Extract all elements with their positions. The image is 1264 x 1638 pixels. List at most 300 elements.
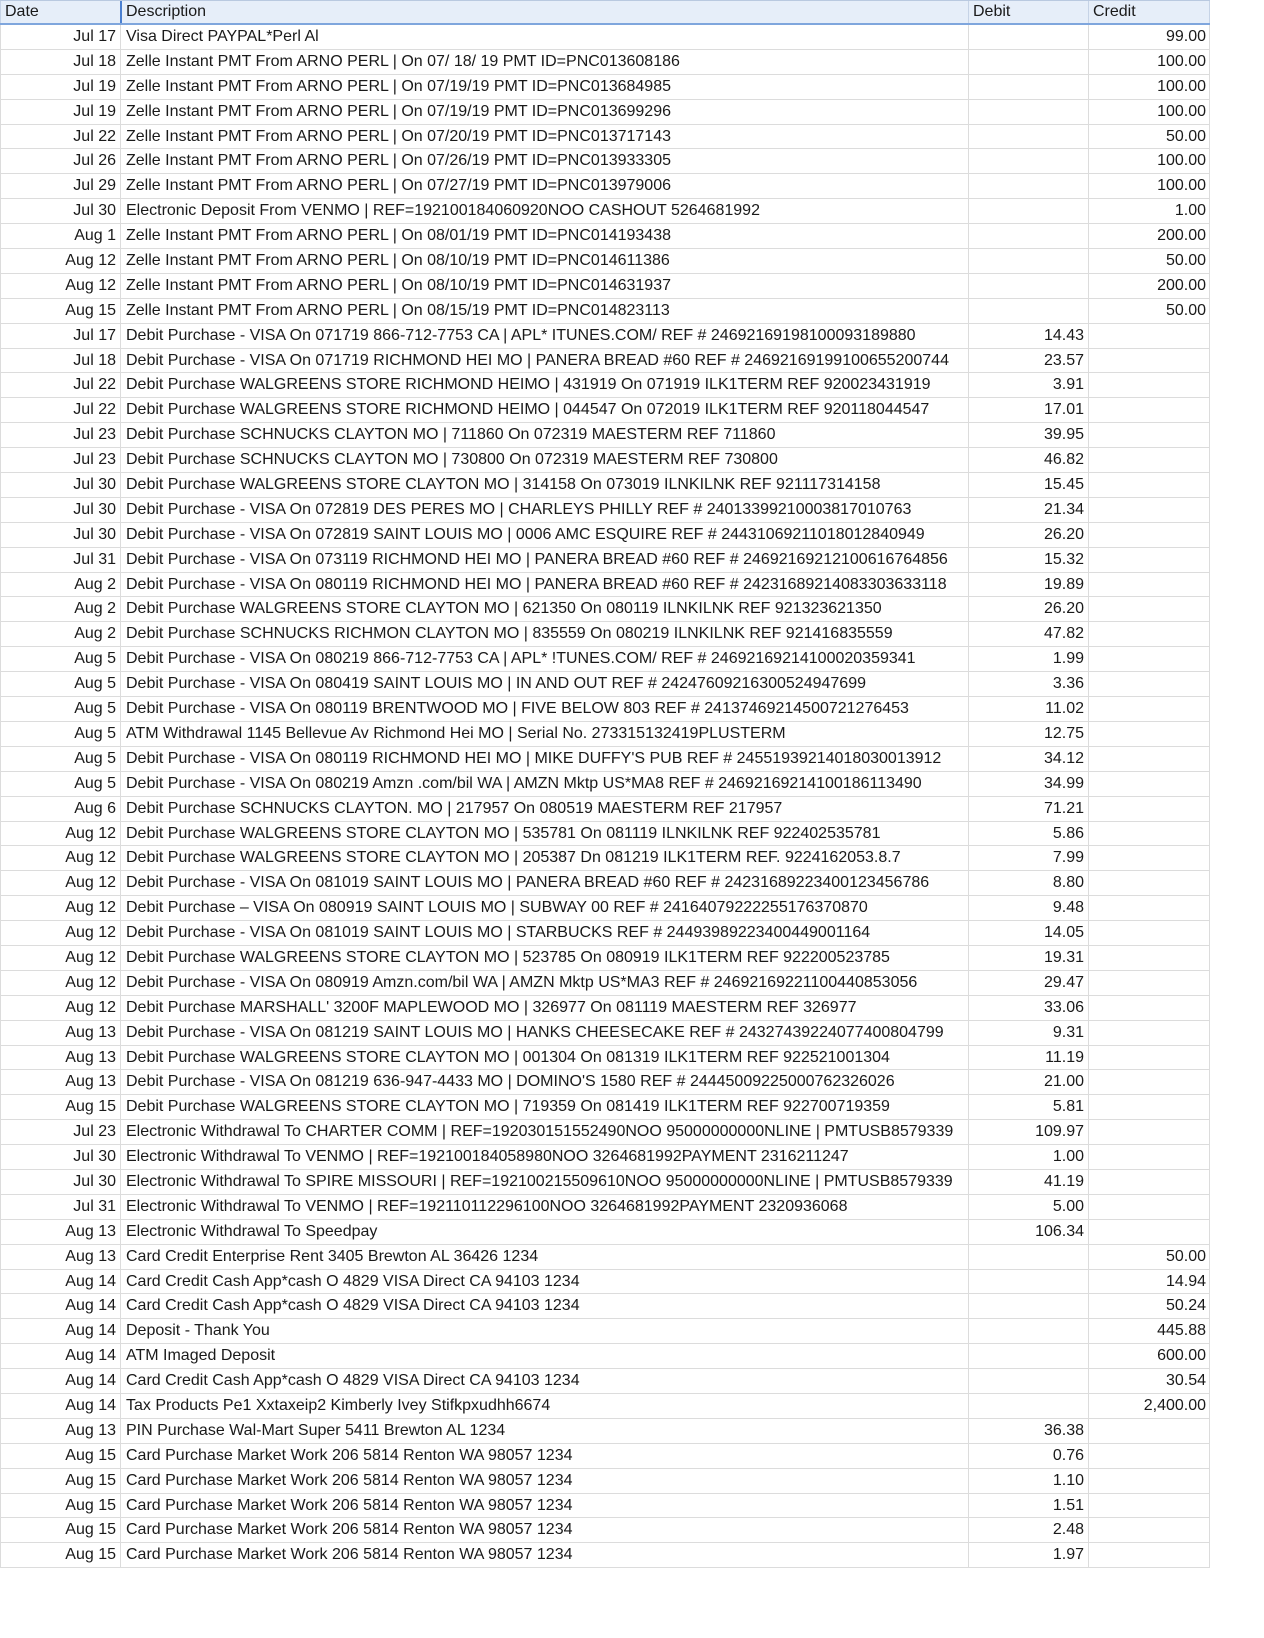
date-cell[interactable]: Jul 19 <box>0 100 120 124</box>
credit-cell[interactable] <box>1088 1021 1210 1045</box>
description-cell[interactable]: Card Purchase Market Work 206 5814 Renton WA 98057 1234 <box>120 1444 968 1468</box>
description-cell[interactable]: ATM Withdrawal 1145 Bellevue Av Richmond Hei MO | Serial No. 273315132419PLUSTERM <box>120 722 968 746</box>
debit-cell[interactable]: 12.75 <box>968 722 1088 746</box>
debit-cell[interactable] <box>968 1270 1088 1294</box>
debit-cell[interactable]: 5.00 <box>968 1195 1088 1219</box>
date-cell[interactable]: Jul 22 <box>0 125 120 149</box>
description-cell[interactable]: Card Credit Enterprise Rent 3405 Brewton AL 36426 1234 <box>120 1245 968 1269</box>
table-row[interactable] <box>0 1021 1210 1046</box>
table-row[interactable] <box>0 1120 1210 1145</box>
table-row[interactable] <box>0 1245 1210 1270</box>
debit-cell[interactable]: 34.99 <box>968 772 1088 796</box>
date-cell[interactable]: Aug 14 <box>0 1344 120 1368</box>
table-row[interactable] <box>0 398 1210 423</box>
table-row[interactable] <box>0 1543 1210 1568</box>
table-row[interactable] <box>0 622 1210 647</box>
debit-cell[interactable]: 0.76 <box>968 1444 1088 1468</box>
date-cell[interactable]: Jul 26 <box>0 149 120 173</box>
description-cell[interactable]: Debit Purchase WALGREENS STORE CLAYTON MO | 523785 On 080919 ILK1TERM REF 922200523785 <box>120 946 968 970</box>
date-cell[interactable]: Jul 23 <box>0 1120 120 1144</box>
credit-cell[interactable]: 100.00 <box>1088 149 1210 173</box>
table-row[interactable] <box>0 896 1210 921</box>
date-cell[interactable]: Aug 12 <box>0 822 120 846</box>
credit-cell[interactable] <box>1088 622 1210 646</box>
credit-cell[interactable] <box>1088 672 1210 696</box>
credit-cell[interactable] <box>1088 423 1210 447</box>
description-cell[interactable]: Debit Purchase - VISA On 080119 RICHMOND HEI MO | MIKE DUFFY'S PUB REF # 24551939214018030013912 <box>120 747 968 771</box>
debit-cell[interactable]: 46.82 <box>968 448 1088 472</box>
table-row[interactable] <box>0 672 1210 697</box>
table-row[interactable] <box>0 1270 1210 1295</box>
debit-cell[interactable]: 14.05 <box>968 921 1088 945</box>
date-cell[interactable]: Aug 6 <box>0 797 120 821</box>
table-row[interactable] <box>0 373 1210 398</box>
debit-cell[interactable]: 39.95 <box>968 423 1088 447</box>
debit-cell[interactable]: 21.34 <box>968 498 1088 522</box>
date-cell[interactable]: Jul 18 <box>0 349 120 373</box>
credit-cell[interactable] <box>1088 448 1210 472</box>
credit-cell[interactable]: 200.00 <box>1088 224 1210 248</box>
table-row[interactable] <box>0 473 1210 498</box>
table-row[interactable] <box>0 573 1210 598</box>
credit-cell[interactable]: 50.00 <box>1088 249 1210 273</box>
date-cell[interactable]: Aug 5 <box>0 697 120 721</box>
date-cell[interactable]: Aug 15 <box>0 1518 120 1542</box>
debit-cell[interactable]: 41.19 <box>968 1170 1088 1194</box>
description-cell[interactable]: Debit Purchase WALGREENS STORE CLAYTON MO | 314158 On 073019 ILNKILNK REF 921117314158 <box>120 473 968 497</box>
description-cell[interactable]: Debit Purchase - VISA On 080219 Amzn .com/bil WA | AMZN Mktp US*MA8 REF # 24692169214100186113490 <box>120 772 968 796</box>
table-row[interactable] <box>0 100 1210 125</box>
credit-cell[interactable] <box>1088 697 1210 721</box>
debit-cell[interactable]: 34.12 <box>968 747 1088 771</box>
debit-cell[interactable]: 11.19 <box>968 1046 1088 1070</box>
debit-cell[interactable] <box>968 1245 1088 1269</box>
credit-cell[interactable]: 14.94 <box>1088 1270 1210 1294</box>
date-cell[interactable]: Jul 23 <box>0 448 120 472</box>
debit-cell[interactable] <box>968 149 1088 173</box>
credit-cell[interactable] <box>1088 996 1210 1020</box>
date-cell[interactable]: Jul 22 <box>0 398 120 422</box>
table-row[interactable] <box>0 1419 1210 1444</box>
debit-cell[interactable] <box>968 224 1088 248</box>
description-cell[interactable]: Debit Purchase SCHNUCKS CLAYTON MO | 730800 On 072319 MAESTERM REF 730800 <box>120 448 968 472</box>
date-cell[interactable]: Aug 12 <box>0 249 120 273</box>
date-cell[interactable]: Aug 15 <box>0 299 120 323</box>
date-cell[interactable]: Aug 14 <box>0 1294 120 1318</box>
date-cell[interactable]: Jul 31 <box>0 548 120 572</box>
credit-cell[interactable] <box>1088 946 1210 970</box>
date-cell[interactable]: Aug 12 <box>0 996 120 1020</box>
credit-cell[interactable] <box>1088 1469 1210 1493</box>
description-cell[interactable]: Electronic Withdrawal To CHARTER COMM | REF=192030151552490NOO 95000000000NLINE | PMTUSB8579339 <box>120 1120 968 1144</box>
description-cell[interactable]: Zelle Instant PMT From ARNO PERL | On 07/ 18/ 19 PMT ID=PNC013608186 <box>120 50 968 74</box>
description-cell[interactable]: Electronic Withdrawal To VENMO | REF=192110112296100NOO 3264681992PAYMENT 2320936068 <box>120 1195 968 1219</box>
debit-cell[interactable]: 1.10 <box>968 1469 1088 1493</box>
table-row[interactable] <box>0 846 1210 871</box>
debit-cell[interactable]: 1.51 <box>968 1494 1088 1518</box>
debit-cell[interactable] <box>968 125 1088 149</box>
debit-cell[interactable]: 19.31 <box>968 946 1088 970</box>
table-row[interactable] <box>0 274 1210 299</box>
credit-cell[interactable]: 1.00 <box>1088 199 1210 223</box>
credit-cell[interactable] <box>1088 1543 1210 1567</box>
table-row[interactable] <box>0 822 1210 847</box>
credit-cell[interactable] <box>1088 1444 1210 1468</box>
table-row[interactable] <box>0 946 1210 971</box>
debit-cell[interactable] <box>968 249 1088 273</box>
debit-cell[interactable]: 9.48 <box>968 896 1088 920</box>
description-cell[interactable]: PIN Purchase Wal-Mart Super 5411 Brewton AL 1234 <box>120 1419 968 1443</box>
date-cell[interactable]: Aug 5 <box>0 722 120 746</box>
debit-cell[interactable]: 9.31 <box>968 1021 1088 1045</box>
description-cell[interactable]: Card Purchase Market Work 206 5814 Renton WA 98057 1234 <box>120 1518 968 1542</box>
credit-cell[interactable] <box>1088 822 1210 846</box>
date-cell[interactable]: Aug 12 <box>0 846 120 870</box>
description-cell[interactable]: Debit Purchase - VISA On 080119 BRENTWOOD MO | FIVE BELOW 803 REF # 24137469214500721276453 <box>120 697 968 721</box>
table-row[interactable] <box>0 996 1210 1021</box>
table-row[interactable] <box>0 1369 1210 1394</box>
table-row[interactable] <box>0 1170 1210 1195</box>
table-row[interactable] <box>0 174 1210 199</box>
date-cell[interactable]: Jul 29 <box>0 174 120 198</box>
table-row[interactable] <box>0 971 1210 996</box>
date-cell[interactable]: Aug 13 <box>0 1070 120 1094</box>
debit-cell[interactable] <box>968 1394 1088 1418</box>
description-cell[interactable]: Electronic Deposit From VENMO | REF=192100184060920NOO CASHOUT 5264681992 <box>120 199 968 223</box>
debit-cell[interactable] <box>968 25 1088 49</box>
credit-cell[interactable] <box>1088 1170 1210 1194</box>
table-row[interactable] <box>0 423 1210 448</box>
debit-cell[interactable]: 1.97 <box>968 1543 1088 1567</box>
date-cell[interactable]: Aug 12 <box>0 971 120 995</box>
debit-cell[interactable] <box>968 1294 1088 1318</box>
debit-cell[interactable]: 29.47 <box>968 971 1088 995</box>
date-cell[interactable]: Aug 14 <box>0 1270 120 1294</box>
date-cell[interactable]: Aug 15 <box>0 1543 120 1567</box>
credit-cell[interactable] <box>1088 921 1210 945</box>
debit-cell[interactable]: 47.82 <box>968 622 1088 646</box>
description-cell[interactable]: Electronic Withdrawal To SPIRE MISSOURI | REF=192100215509610NOO 95000000000NLINE | PMTUSB8579339 <box>120 1170 968 1194</box>
date-cell[interactable]: Aug 2 <box>0 622 120 646</box>
table-row[interactable] <box>0 1394 1210 1419</box>
description-cell[interactable]: Debit Purchase SCHNUCKS RICHMON CLAYTON MO | 835559 On 080219 ILNKILNK REF 921416835559 <box>120 622 968 646</box>
date-cell[interactable]: Aug 15 <box>0 1095 120 1119</box>
date-cell[interactable]: Aug 5 <box>0 772 120 796</box>
credit-cell[interactable] <box>1088 772 1210 796</box>
credit-cell[interactable] <box>1088 597 1210 621</box>
credit-cell[interactable] <box>1088 324 1210 348</box>
description-cell[interactable]: Zelle Instant PMT From ARNO PERL | On 08/15/19 PMT ID=PNC014823113 <box>120 299 968 323</box>
date-cell[interactable]: Aug 5 <box>0 672 120 696</box>
debit-cell[interactable]: 19.89 <box>968 573 1088 597</box>
description-cell[interactable]: Debit Purchase WALGREENS STORE CLAYTON MO | 535781 On 081119 ILNKILNK REF 922402535781 <box>120 822 968 846</box>
credit-cell[interactable] <box>1088 373 1210 397</box>
description-cell[interactable]: Zelle Instant PMT From ARNO PERL | On 08/10/19 PMT ID=PNC014631937 <box>120 274 968 298</box>
table-row[interactable] <box>0 1319 1210 1344</box>
description-cell[interactable]: Card Credit Cash App*cash O 4829 VISA Direct CA 94103 1234 <box>120 1294 968 1318</box>
description-cell[interactable]: Debit Purchase - VISA On 072819 SAINT LOUIS MO | 0006 AMC ESQUIRE REF # 24431069211018012840949 <box>120 523 968 547</box>
description-cell[interactable]: Debit Purchase - VISA On 081019 SAINT LOUIS MO | PANERA BREAD #60 REF # 24231689223400123456786 <box>120 871 968 895</box>
debit-cell[interactable]: 3.91 <box>968 373 1088 397</box>
credit-cell[interactable] <box>1088 1195 1210 1219</box>
credit-cell[interactable] <box>1088 1145 1210 1169</box>
credit-cell[interactable] <box>1088 722 1210 746</box>
description-cell[interactable]: Debit Purchase - VISA On 081219 SAINT LOUIS MO | HANKS CHEESECAKE REF # 24327439224077400804799 <box>120 1021 968 1045</box>
debit-cell[interactable]: 15.45 <box>968 473 1088 497</box>
credit-cell[interactable]: 100.00 <box>1088 75 1210 99</box>
credit-cell[interactable]: 30.54 <box>1088 1369 1210 1393</box>
table-row[interactable] <box>0 921 1210 946</box>
debit-cell[interactable]: 8.80 <box>968 871 1088 895</box>
description-cell[interactable]: Debit Purchase - VISA On 080219 866-712-7753 CA | APL* !TUNES.COM/ REF # 24692169214100020359341 <box>120 647 968 671</box>
description-cell[interactable]: Card Credit Cash App*cash O 4829 VISA Direct CA 94103 1234 <box>120 1270 968 1294</box>
table-row[interactable] <box>0 249 1210 274</box>
date-cell[interactable]: Aug 13 <box>0 1021 120 1045</box>
date-cell[interactable]: Jul 30 <box>0 199 120 223</box>
description-cell[interactable]: Deposit - Thank You <box>120 1319 968 1343</box>
date-cell[interactable]: Aug 1 <box>0 224 120 248</box>
description-cell[interactable]: Debit Purchase WALGREENS STORE RICHMOND HEIMO | 431919 On 071919 ILK1TERM REF 920023431919 <box>120 373 968 397</box>
description-cell[interactable]: Debit Purchase WALGREENS STORE CLAYTON MO | 205387 Dn 081219 ILK1TERM REF. 9224162053.8.7 <box>120 846 968 870</box>
credit-cell[interactable]: 200.00 <box>1088 274 1210 298</box>
table-row[interactable] <box>0 1494 1210 1519</box>
debit-cell[interactable]: 17.01 <box>968 398 1088 422</box>
credit-cell[interactable] <box>1088 647 1210 671</box>
description-cell[interactable]: Debit Purchase WALGREENS STORE CLAYTON MO | 719359 On 081419 ILK1TERM REF 922700719359 <box>120 1095 968 1119</box>
table-row[interactable] <box>0 224 1210 249</box>
debit-cell[interactable]: 14.43 <box>968 324 1088 348</box>
date-cell[interactable]: Aug 12 <box>0 871 120 895</box>
table-row[interactable] <box>0 1220 1210 1245</box>
date-cell[interactable]: Jul 30 <box>0 473 120 497</box>
table-row[interactable] <box>0 50 1210 75</box>
debit-cell[interactable] <box>968 199 1088 223</box>
date-cell[interactable]: Aug 12 <box>0 946 120 970</box>
debit-cell[interactable] <box>968 174 1088 198</box>
date-cell[interactable]: Aug 13 <box>0 1220 120 1244</box>
date-cell[interactable]: Aug 13 <box>0 1419 120 1443</box>
date-cell[interactable]: Jul 22 <box>0 373 120 397</box>
date-cell[interactable]: Jul 30 <box>0 1145 120 1169</box>
table-row[interactable] <box>0 1469 1210 1494</box>
debit-cell[interactable] <box>968 100 1088 124</box>
description-cell[interactable]: Debit Purchase SCHNUCKS CLAYTON MO | 711860 On 072319 MAESTERM REF 711860 <box>120 423 968 447</box>
column-header-description[interactable]: Description <box>120 1 968 23</box>
credit-cell[interactable] <box>1088 473 1210 497</box>
credit-cell[interactable] <box>1088 573 1210 597</box>
debit-cell[interactable]: 5.81 <box>968 1095 1088 1119</box>
column-header-date[interactable]: Date <box>0 1 120 23</box>
credit-cell[interactable]: 50.24 <box>1088 1294 1210 1318</box>
description-cell[interactable]: Debit Purchase - VISA On 080919 Amzn.com/bil WA | AMZN Mktp US*MA3 REF # 24692169221100440853056 <box>120 971 968 995</box>
description-cell[interactable]: Zelle Instant PMT From ARNO PERL | On 07/19/19 PMT ID=PNC013684985 <box>120 75 968 99</box>
table-row[interactable] <box>0 1070 1210 1095</box>
credit-cell[interactable] <box>1088 846 1210 870</box>
date-cell[interactable]: Aug 12 <box>0 921 120 945</box>
credit-cell[interactable] <box>1088 971 1210 995</box>
table-row[interactable] <box>0 1444 1210 1469</box>
credit-cell[interactable] <box>1088 1220 1210 1244</box>
table-row[interactable] <box>0 697 1210 722</box>
debit-cell[interactable]: 21.00 <box>968 1070 1088 1094</box>
description-cell[interactable]: Debit Purchase WALGREENS STORE CLAYTON MO | 001304 On 081319 ILK1TERM REF 922521001304 <box>120 1046 968 1070</box>
date-cell[interactable]: Aug 5 <box>0 647 120 671</box>
debit-cell[interactable]: 2.48 <box>968 1518 1088 1542</box>
debit-cell[interactable]: 1.99 <box>968 647 1088 671</box>
table-row[interactable] <box>0 797 1210 822</box>
debit-cell[interactable]: 36.38 <box>968 1419 1088 1443</box>
credit-cell[interactable]: 100.00 <box>1088 174 1210 198</box>
credit-cell[interactable]: 100.00 <box>1088 100 1210 124</box>
description-cell[interactable]: Debit Purchase - VISA On 071719 RICHMOND HEI MO | PANERA BREAD #60 REF # 24692169199100655200744 <box>120 349 968 373</box>
credit-cell[interactable]: 100.00 <box>1088 50 1210 74</box>
date-cell[interactable]: Aug 13 <box>0 1245 120 1269</box>
table-row[interactable] <box>0 772 1210 797</box>
table-row[interactable] <box>0 523 1210 548</box>
debit-cell[interactable]: 15.32 <box>968 548 1088 572</box>
credit-cell[interactable]: 50.00 <box>1088 125 1210 149</box>
credit-cell[interactable] <box>1088 548 1210 572</box>
description-cell[interactable]: Zelle Instant PMT From ARNO PERL | On 07/19/19 PMT ID=PNC013699296 <box>120 100 968 124</box>
debit-cell[interactable] <box>968 299 1088 323</box>
date-cell[interactable]: Jul 17 <box>0 25 120 49</box>
table-row[interactable] <box>0 1518 1210 1543</box>
debit-cell[interactable] <box>968 274 1088 298</box>
credit-cell[interactable]: 50.00 <box>1088 299 1210 323</box>
description-cell[interactable]: Zelle Instant PMT From ARNO PERL | On 08/10/19 PMT ID=PNC014611386 <box>120 249 968 273</box>
debit-cell[interactable]: 106.34 <box>968 1220 1088 1244</box>
description-cell[interactable]: Debit Purchase - VISA On 080119 RICHMOND HEI MO | PANERA BREAD #60 REF # 24231689214083303633118 <box>120 573 968 597</box>
table-row[interactable] <box>0 324 1210 349</box>
date-cell[interactable]: Aug 2 <box>0 597 120 621</box>
table-row[interactable] <box>0 597 1210 622</box>
table-row[interactable] <box>0 548 1210 573</box>
debit-cell[interactable] <box>968 50 1088 74</box>
table-row[interactable] <box>0 871 1210 896</box>
debit-cell[interactable] <box>968 1369 1088 1393</box>
debit-cell[interactable]: 26.20 <box>968 597 1088 621</box>
debit-cell[interactable]: 7.99 <box>968 846 1088 870</box>
date-cell[interactable]: Jul 23 <box>0 423 120 447</box>
description-cell[interactable]: Zelle Instant PMT From ARNO PERL | On 07/20/19 PMT ID=PNC013717143 <box>120 125 968 149</box>
description-cell[interactable]: Debit Purchase WALGREENS STORE CLAYTON MO | 621350 On 080119 ILNKILNK REF 921323621350 <box>120 597 968 621</box>
credit-cell[interactable] <box>1088 349 1210 373</box>
credit-cell[interactable] <box>1088 1494 1210 1518</box>
credit-cell[interactable] <box>1088 523 1210 547</box>
debit-cell[interactable] <box>968 1319 1088 1343</box>
description-cell[interactable]: Debit Purchase MARSHALL' 3200F MAPLEWOOD MO | 326977 On 081119 MAESTERM REF 326977 <box>120 996 968 1020</box>
date-cell[interactable]: Jul 31 <box>0 1195 120 1219</box>
date-cell[interactable]: Jul 18 <box>0 50 120 74</box>
description-cell[interactable]: Debit Purchase - VISA On 071719 866-712-7753 CA | APL* ITUNES.COM/ REF # 24692169198100093189880 <box>120 324 968 348</box>
date-cell[interactable]: Aug 12 <box>0 896 120 920</box>
date-cell[interactable]: Jul 30 <box>0 1170 120 1194</box>
table-row[interactable] <box>0 647 1210 672</box>
table-row[interactable] <box>0 25 1210 50</box>
table-row[interactable] <box>0 75 1210 100</box>
date-cell[interactable]: Aug 14 <box>0 1369 120 1393</box>
credit-cell[interactable]: 445.88 <box>1088 1319 1210 1343</box>
table-row[interactable] <box>0 299 1210 324</box>
credit-cell[interactable] <box>1088 1095 1210 1119</box>
table-row[interactable] <box>0 1145 1210 1170</box>
table-row[interactable] <box>0 1095 1210 1120</box>
credit-cell[interactable] <box>1088 398 1210 422</box>
table-row[interactable] <box>0 149 1210 174</box>
date-cell[interactable]: Aug 13 <box>0 1046 120 1070</box>
credit-cell[interactable]: 2,400.00 <box>1088 1394 1210 1418</box>
table-row[interactable] <box>0 1046 1210 1071</box>
description-cell[interactable]: Visa Direct PAYPAL*Perl Al <box>120 25 968 49</box>
credit-cell[interactable] <box>1088 1419 1210 1443</box>
date-cell[interactable]: Jul 30 <box>0 498 120 522</box>
description-cell[interactable]: Debit Purchase - VISA On 081219 636-947-4433 MO | DOMINO'S 1580 REF # 24445009225000762326026 <box>120 1070 968 1094</box>
credit-cell[interactable] <box>1088 1120 1210 1144</box>
table-row[interactable] <box>0 1195 1210 1220</box>
description-cell[interactable]: Debit Purchase WALGREENS STORE RICHMOND HEIMO | 044547 On 072019 ILK1TERM REF 920118044547 <box>120 398 968 422</box>
description-cell[interactable]: Zelle Instant PMT From ARNO PERL | On 07/26/19 PMT ID=PNC013933305 <box>120 149 968 173</box>
debit-cell[interactable]: 23.57 <box>968 349 1088 373</box>
table-row[interactable] <box>0 747 1210 772</box>
date-cell[interactable]: Aug 14 <box>0 1394 120 1418</box>
description-cell[interactable]: Zelle Instant PMT From ARNO PERL | On 07/27/19 PMT ID=PNC013979006 <box>120 174 968 198</box>
description-cell[interactable]: Debit Purchase - VISA On 072819 DES PERES MO | CHARLEYS PHILLY REF # 24013399210003817010763 <box>120 498 968 522</box>
table-row[interactable] <box>0 448 1210 473</box>
description-cell[interactable]: Debit Purchase - VISA On 073119 RICHMOND HEI MO | PANERA BREAD #60 REF # 24692169212100616764856 <box>120 548 968 572</box>
credit-cell[interactable] <box>1088 797 1210 821</box>
date-cell[interactable]: Aug 12 <box>0 274 120 298</box>
credit-cell[interactable] <box>1088 747 1210 771</box>
description-cell[interactable]: Card Credit Cash App*cash O 4829 VISA Direct CA 94103 1234 <box>120 1369 968 1393</box>
date-cell[interactable]: Jul 17 <box>0 324 120 348</box>
description-cell[interactable]: Card Purchase Market Work 206 5814 Renton WA 98057 1234 <box>120 1469 968 1493</box>
column-header-credit[interactable]: Credit <box>1088 1 1210 23</box>
description-cell[interactable]: Card Purchase Market Work 206 5814 Renton WA 98057 1234 <box>120 1494 968 1518</box>
table-row[interactable] <box>0 125 1210 150</box>
debit-cell[interactable]: 71.21 <box>968 797 1088 821</box>
date-cell[interactable]: Aug 15 <box>0 1469 120 1493</box>
description-cell[interactable]: Debit Purchase - VISA On 081019 SAINT LOUIS MO | STARBUCKS REF # 24493989223400449001164 <box>120 921 968 945</box>
table-row[interactable] <box>0 1344 1210 1369</box>
credit-cell[interactable]: 50.00 <box>1088 1245 1210 1269</box>
date-cell[interactable]: Jul 30 <box>0 523 120 547</box>
debit-cell[interactable]: 11.02 <box>968 697 1088 721</box>
credit-cell[interactable]: 600.00 <box>1088 1344 1210 1368</box>
table-row[interactable] <box>0 722 1210 747</box>
date-cell[interactable]: Aug 14 <box>0 1319 120 1343</box>
date-cell[interactable]: Aug 2 <box>0 573 120 597</box>
credit-cell[interactable] <box>1088 1070 1210 1094</box>
description-cell[interactable]: Tax Products Pe1 Xxtaxeip2 Kimberly Ivey Stifkpxudhh6674 <box>120 1394 968 1418</box>
credit-cell[interactable] <box>1088 896 1210 920</box>
debit-cell[interactable]: 5.86 <box>968 822 1088 846</box>
table-row[interactable] <box>0 498 1210 523</box>
credit-cell[interactable] <box>1088 871 1210 895</box>
description-cell[interactable]: Debit Purchase - VISA On 080419 SAINT LOUIS MO | IN AND OUT REF # 24247609216300524947699 <box>120 672 968 696</box>
credit-cell[interactable] <box>1088 1046 1210 1070</box>
debit-cell[interactable]: 3.36 <box>968 672 1088 696</box>
credit-cell[interactable] <box>1088 1518 1210 1542</box>
debit-cell[interactable]: 1.00 <box>968 1145 1088 1169</box>
table-row[interactable] <box>0 1294 1210 1319</box>
date-cell[interactable]: Jul 19 <box>0 75 120 99</box>
table-row[interactable] <box>0 349 1210 374</box>
date-cell[interactable]: Aug 15 <box>0 1444 120 1468</box>
description-cell[interactable]: Debit Purchase SCHNUCKS CLAYTON. MO | 217957 On 080519 MAESTERM REF 217957 <box>120 797 968 821</box>
description-cell[interactable]: Debit Purchase – VISA On 080919 SAINT LOUIS MO | SUBWAY 00 REF # 24164079222255176370870 <box>120 896 968 920</box>
description-cell[interactable]: Zelle Instant PMT From ARNO PERL | On 08/01/19 PMT ID=PNC014193438 <box>120 224 968 248</box>
credit-cell[interactable]: 99.00 <box>1088 25 1210 49</box>
